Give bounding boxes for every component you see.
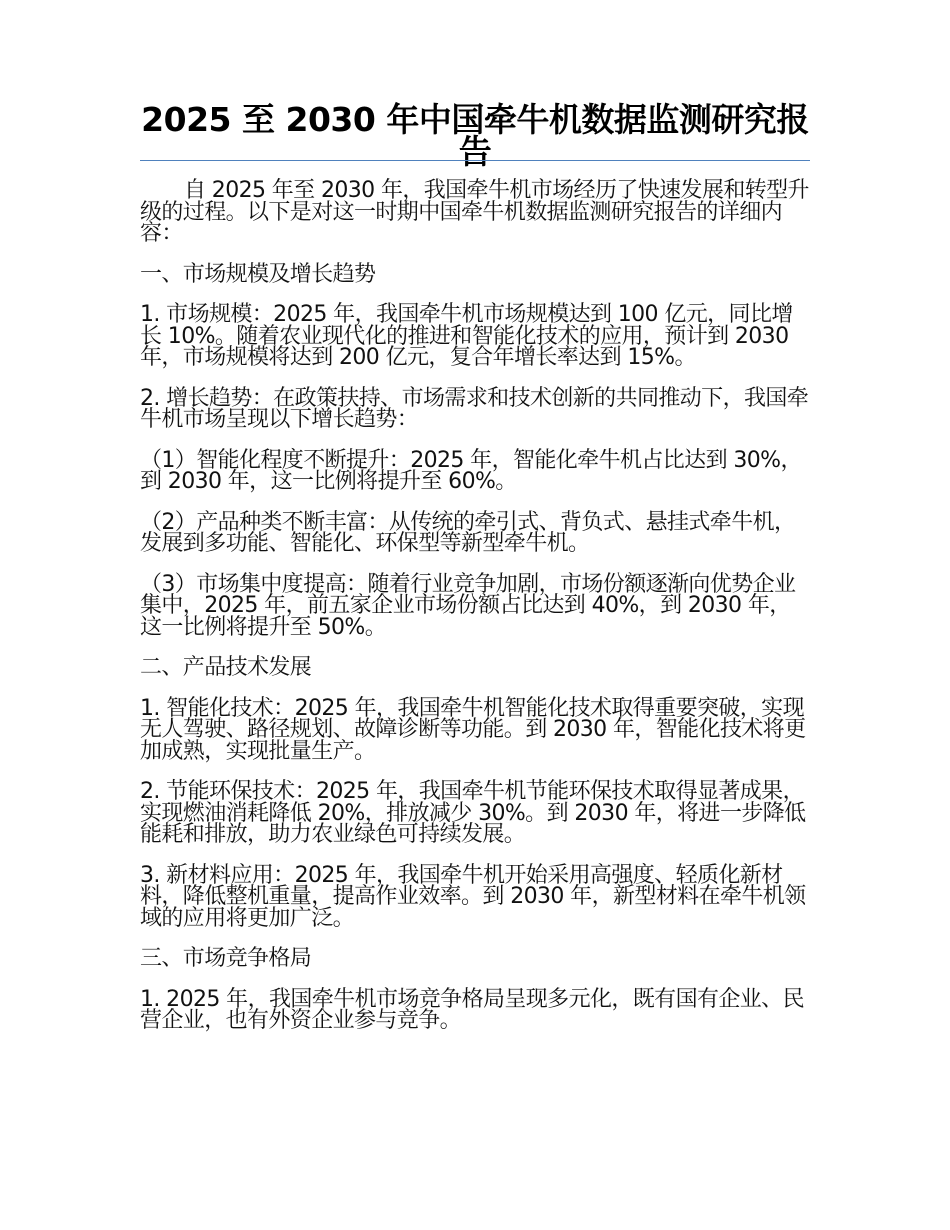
paragraph: 3. 新材料应用：2025 年，我国牵牛机开始采用高强度、轻质化新材料，降低整机重量，提高作业效率。到 2030 年，新型材料在牵牛机领域的应用将更加广泛。 bbox=[140, 862, 806, 931]
section-heading-market-scale: 一、市场规模及增长趋势 bbox=[140, 261, 376, 287]
paragraph: （2）产品种类不断丰富：从传统的牵引式、背负式、悬挂式牵牛机，发展到多功能、智能化、环保型等新型牵牛机。 bbox=[140, 509, 796, 556]
paragraph: 2. 增长趋势：在政策扶持、市场需求和技术创新的共同推动下，我国牵牛机市场呈现以下增长趋势： bbox=[140, 385, 809, 432]
section-heading-technology: 二、产品技术发展 bbox=[140, 655, 312, 680]
paragraph: 1. 智能化技术：2025 年，我国牵牛机智能化技术取得重要突破，实现无人驾驶、路径规划、故障诊断等功能。到 2030 年，智能化技术将更加成熟，实现批量生产。 bbox=[140, 695, 806, 764]
title-underline bbox=[140, 160, 810, 161]
paragraph: （3）市场集中度提高：随着行业竞争加剧，市场份额逐渐向优势企业集中，2025 年，前五家企业市场份额占比达到 40%，到 2030 年，这一比例将提升至 50%。 bbox=[140, 571, 796, 640]
intro-paragraph: 自 2025 年至 2030 年，我国牵牛机市场经历了快速发展和转型升级的过程。以下是对这一时期中国牵牛机数据监测研究报告的详细内容： bbox=[140, 178, 809, 246]
document-body bbox=[140, 180, 810, 1051]
section-heading-competition: 三、市场竞争格局 bbox=[140, 946, 312, 971]
paragraph: 2. 节能环保技术：2025 年，我国牵牛机节能环保技术取得显著成果，实现燃油消耗降低 20%，排放减少 30%。到 2030 年，将进一步降低能耗和排放，助力农业绿色可持续发展。 bbox=[140, 779, 806, 847]
document-title: 2025 至 2030 年中国牵牛机数据监测研究报告 bbox=[141, 100, 809, 171]
paragraph: 1. 市场规模：2025 年，我国牵牛机市场规模达到 100 亿元，同比增长 10%。随着农业现代化的推进和智能化技术的应用，预计到 2030 年，市场规模将达到 200 亿元，复合年增长率达到 15%。 bbox=[140, 302, 793, 370]
paragraph: 1. 2025 年，我国牵牛机市场竞争格局呈现多元化，既有国有企业、民营企业，也有外资企业参与竞争。 bbox=[140, 986, 804, 1033]
paragraph: （1）智能化程度不断提升：2025 年，智能化牵牛机占比达到 30%，到 2030 年，这一比例将提升至 60%。 bbox=[140, 447, 802, 494]
